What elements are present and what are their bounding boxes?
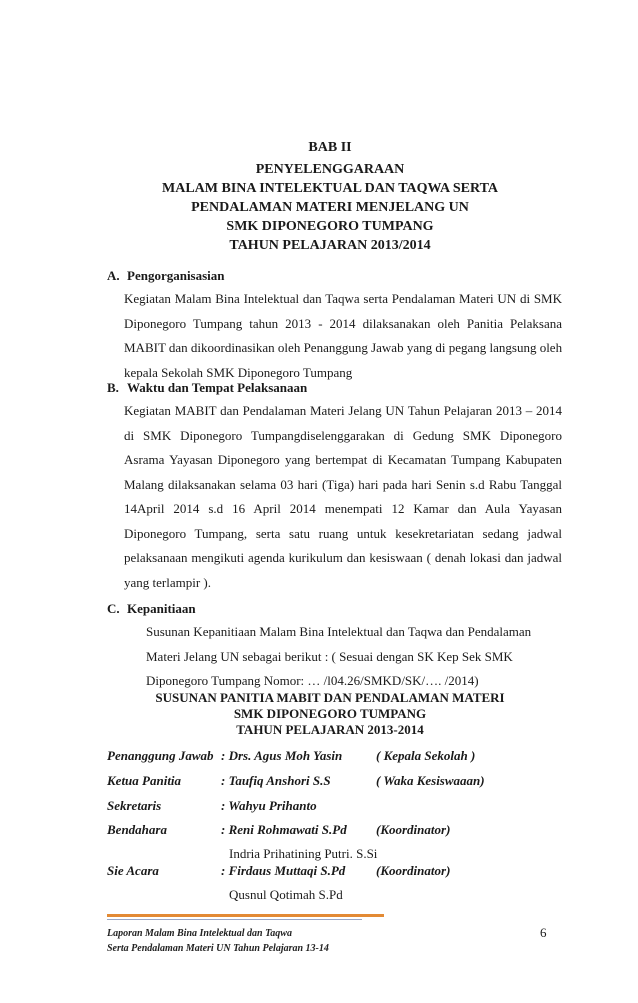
roster-name: : Drs. Agus Moh Yasin — [221, 748, 343, 763]
page-number: 6 — [540, 925, 547, 940]
paragraph-line: di SMK Diponegoro Tumpangdiselenggarakan di Gedung SMK Diponegoro — [124, 427, 562, 443]
paragraph-line: Diponegoro Tumpang Nomor: … /l04.26/SMKD/SK/…. /2014) — [146, 673, 479, 688]
section-c-title — [107, 601, 196, 617]
section-title-text: Waktu dan Tempat Pelaksanaan — [127, 380, 308, 395]
chapter-number: BAB II — [308, 140, 352, 155]
roster-name: : Wahyu Prihanto — [221, 798, 317, 813]
roster-name: : Taufiq Anshori S.S — [221, 773, 331, 788]
roster-role: Penanggung Jawab — [107, 748, 214, 763]
committee-heading-line: TAHUN PELAJARAN 2013-2014 — [236, 722, 424, 737]
section-a-title — [107, 268, 225, 284]
paragraph-line: Materi Jelang UN sebagai berikut : ( Sesuai dengan SK Kep Sek SMK — [146, 648, 513, 664]
committee-heading-line: SUSUNAN PANITIA MABIT DAN PENDALAMAN MATERI — [155, 690, 505, 705]
section-c-body — [146, 620, 546, 694]
section-b-body — [124, 399, 562, 595]
footer-text — [107, 926, 329, 956]
paragraph-line: pelaksanaan mengikuti agenda kurikulum dan kesiswaan ( denah lokasi dan jadwal — [124, 550, 562, 565]
section-a-body — [124, 287, 562, 385]
footer-rule-secondary — [107, 919, 362, 920]
paragraph-line: MABIT dan dikoordinasikan oleh Penanggung Jawab yang di pegang langsung oleh — [124, 340, 563, 355]
section-label: C. — [107, 601, 120, 616]
chapter-title-line: PENDALAMAN MATERI MENJELANG UN — [191, 200, 469, 215]
section-title-text: Kepanitiaan — [127, 601, 196, 616]
section-label: A. — [107, 268, 120, 283]
roster-note: ( Kepala Sekolah ) — [376, 748, 476, 763]
chapter-title-line: MALAM BINA INTELEKTUAL DAN TAQWA SERTA — [162, 181, 498, 196]
roster-role: Sie Acara — [107, 863, 159, 878]
chapter-title-line: SMK DIPONEGORO TUMPANG — [226, 219, 434, 234]
paragraph-line: Asrama Yayasan Diponegoro yang bertempat di Kecamatan Tumpang Kabupaten — [124, 452, 562, 467]
section-b-title — [107, 380, 307, 396]
roster-role: Bendahara — [107, 822, 167, 837]
paragraph-line: Diponegoro Tumpang, serta satu ruang untuk kesekretariatan sedang jadwal — [124, 525, 562, 541]
section-title-text: Pengorganisasian — [127, 268, 225, 283]
chapter-heading — [100, 138, 560, 255]
chapter-title-line: PENYELENGGARAAN — [255, 162, 405, 177]
paragraph-line: Diponegoro Tumpang tahun 2013 - 2014 dilaksanakan oleh Panitia Pelaksana — [124, 315, 562, 331]
footer-line: Serta Pendalaman Materi UN Tahun Pelajaran 13-14 — [107, 943, 329, 954]
committee-heading-line: SMK DIPONEGORO TUMPANG — [233, 706, 427, 721]
paragraph-line: kepala Sekolah SMK Diponegoro Tumpang — [124, 364, 353, 380]
paragraph-line: yang terlampir ). — [124, 574, 211, 590]
roster-name: : Reni Rohmawati S.Pd — [221, 822, 347, 837]
section-label: B. — [107, 380, 119, 395]
paragraph-line: Malang dilaksanakan selama 03 hari (Tiga) hari pada hari Senin s.d Rabu Tanggal — [124, 476, 562, 492]
roster-note: (Koordinator) — [376, 822, 451, 837]
roster-role: Ketua Panitia — [107, 773, 182, 788]
roster-extra-member: Qusnul Qotimah S.Pd — [229, 887, 343, 902]
footer-rule — [107, 914, 384, 917]
roster-extra-member: Indria Prihatining Putri. S.Si — [229, 846, 378, 861]
paragraph-line: Kegiatan MABIT dan Pendalaman Materi Jelang UN Tahun Pelajaran 2013 – 2014 — [124, 403, 562, 418]
paragraph-line: 14April 2014 s.d 16 April 2014 menempati 12 Kamar dan Aula Yayasan — [124, 501, 562, 516]
footer-line: Laporan Malam Bina Intelektual dan Taqwa — [107, 928, 292, 939]
committee-heading — [130, 690, 530, 738]
roster-name: : Firdaus Muttaqi S.Pd — [221, 863, 346, 878]
paragraph-line: Susunan Kepanitiaan Malam Bina Intelektual dan Taqwa dan Pendalaman — [146, 624, 532, 639]
roster-role: Sekretaris — [107, 798, 162, 813]
roster-note: ( Waka Kesiswaaan) — [376, 773, 485, 788]
roster-note: (Koordinator) — [376, 863, 451, 878]
chapter-title-line: TAHUN PELAJARAN 2013/2014 — [229, 238, 431, 253]
paragraph-line: Kegiatan Malam Bina Intelektual dan Taqwa serta Pendalaman Materi UN di SMK — [124, 291, 562, 306]
